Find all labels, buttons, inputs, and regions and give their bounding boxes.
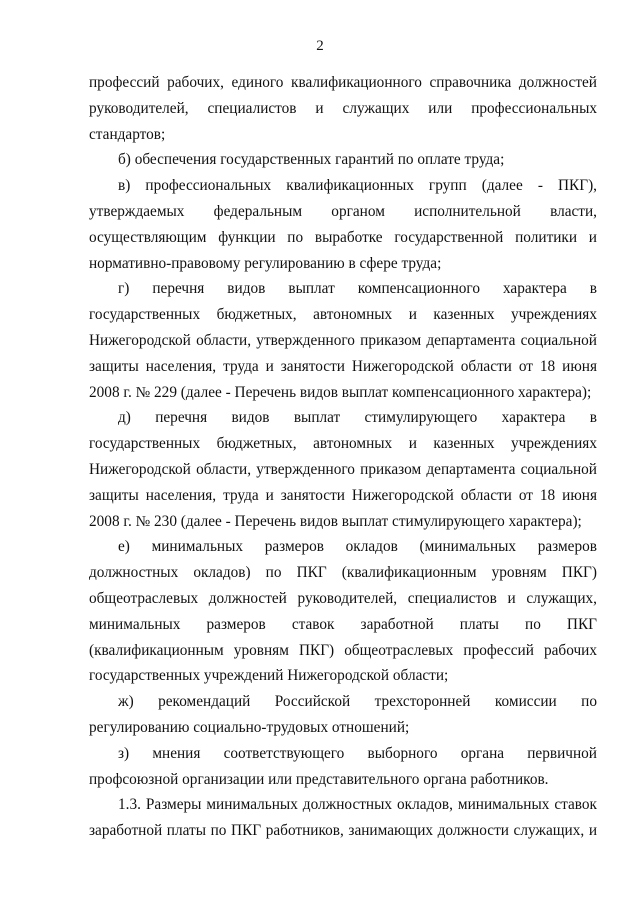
text-line: должностных окладов) по ПКГ (квалификационным уровням ПКГ): [89, 564, 597, 582]
text-line: з) мнения соответствующего выборного органа первичной: [118, 744, 597, 762]
text-line: осуществляющим функции по выработке государственной политики и: [89, 228, 597, 246]
text-line: государственных бюджетных, автономных и казенных учреждениях: [89, 435, 597, 453]
text-line: нормативно-правовому регулированию в сфере труда;: [89, 254, 442, 272]
paragraph-p-zh: [89, 689, 597, 741]
paragraph-p-b: [89, 147, 597, 173]
text-line: минимальных размеров ставок заработной платы по ПКГ: [89, 615, 597, 633]
text-line: заработной платы по ПКГ работников, занимающих должности служащих, и: [89, 822, 597, 840]
text-line: стандартов;: [89, 125, 166, 143]
text-line: д) перечня видов выплат стимулирующего характера в: [118, 409, 597, 427]
paragraph-p-d: [89, 405, 597, 534]
paragraph-p-g: [89, 276, 597, 405]
page-number: 2: [316, 38, 324, 54]
text-line: общеотраслевых должностей руководителей, специалистов и служащих,: [89, 589, 597, 607]
paragraph-p-continuation: [89, 70, 597, 147]
text-line: г) перечня видов выплат компенсационного характера в: [118, 280, 597, 298]
paragraph-p-v: [89, 173, 597, 276]
text-line: руководителей, специалистов и служащих или профессиональных: [89, 99, 597, 117]
text-line: 1.3. Размеры минимальных должностных окладов, минимальных ставок: [118, 796, 597, 814]
text-line: (квалификационным уровням ПКГ) общеотраслевых профессий рабочих: [89, 641, 597, 659]
text-line: е) минимальных размеров окладов (минимальных размеров: [118, 538, 597, 556]
text-line: профессий рабочих, единого квалификационного справочника должностей: [89, 74, 597, 91]
text-line: Нижегородской области, утвержденного приказом департамента социальной: [89, 331, 597, 349]
text-line: Нижегородской области, утвержденного приказом департамента социальной: [89, 460, 597, 478]
text-line: ж) рекомендаций Российской трехсторонней комиссии по: [118, 693, 597, 711]
paragraph-p-e: [89, 534, 597, 689]
text-line: утверждаемых федеральным органом исполнительной власти,: [89, 202, 597, 220]
text-line: регулированию социально-трудовых отношений;: [89, 718, 410, 736]
text-line: 2008 г. № 230 (далее - Перечень видов выплат стимулирующего характера);: [89, 512, 582, 530]
document-body: [89, 70, 597, 844]
text-line: защиты населения, труда и занятости Нижегородской области от 18 июня: [89, 486, 597, 504]
text-line: б) обеспечения государственных гарантий по оплате труда;: [118, 151, 505, 169]
text-line: защиты населения, труда и занятости Нижегородской области от 18 июня: [89, 357, 597, 375]
text-line: государственных бюджетных, автономных и казенных учреждениях: [89, 306, 597, 324]
text-line: 2008 г. № 229 (далее - Перечень видов выплат компенсационного характера);: [89, 383, 592, 401]
text-line: профсоюзной организации или представительного органа работников.: [89, 770, 549, 788]
paragraph-p-1-3: [89, 792, 597, 844]
text-line: государственных учреждений Нижегородской области;: [89, 667, 449, 685]
text-line: в) профессиональных квалификационных групп (далее - ПКГ),: [118, 177, 597, 195]
paragraph-p-z: [89, 741, 597, 793]
